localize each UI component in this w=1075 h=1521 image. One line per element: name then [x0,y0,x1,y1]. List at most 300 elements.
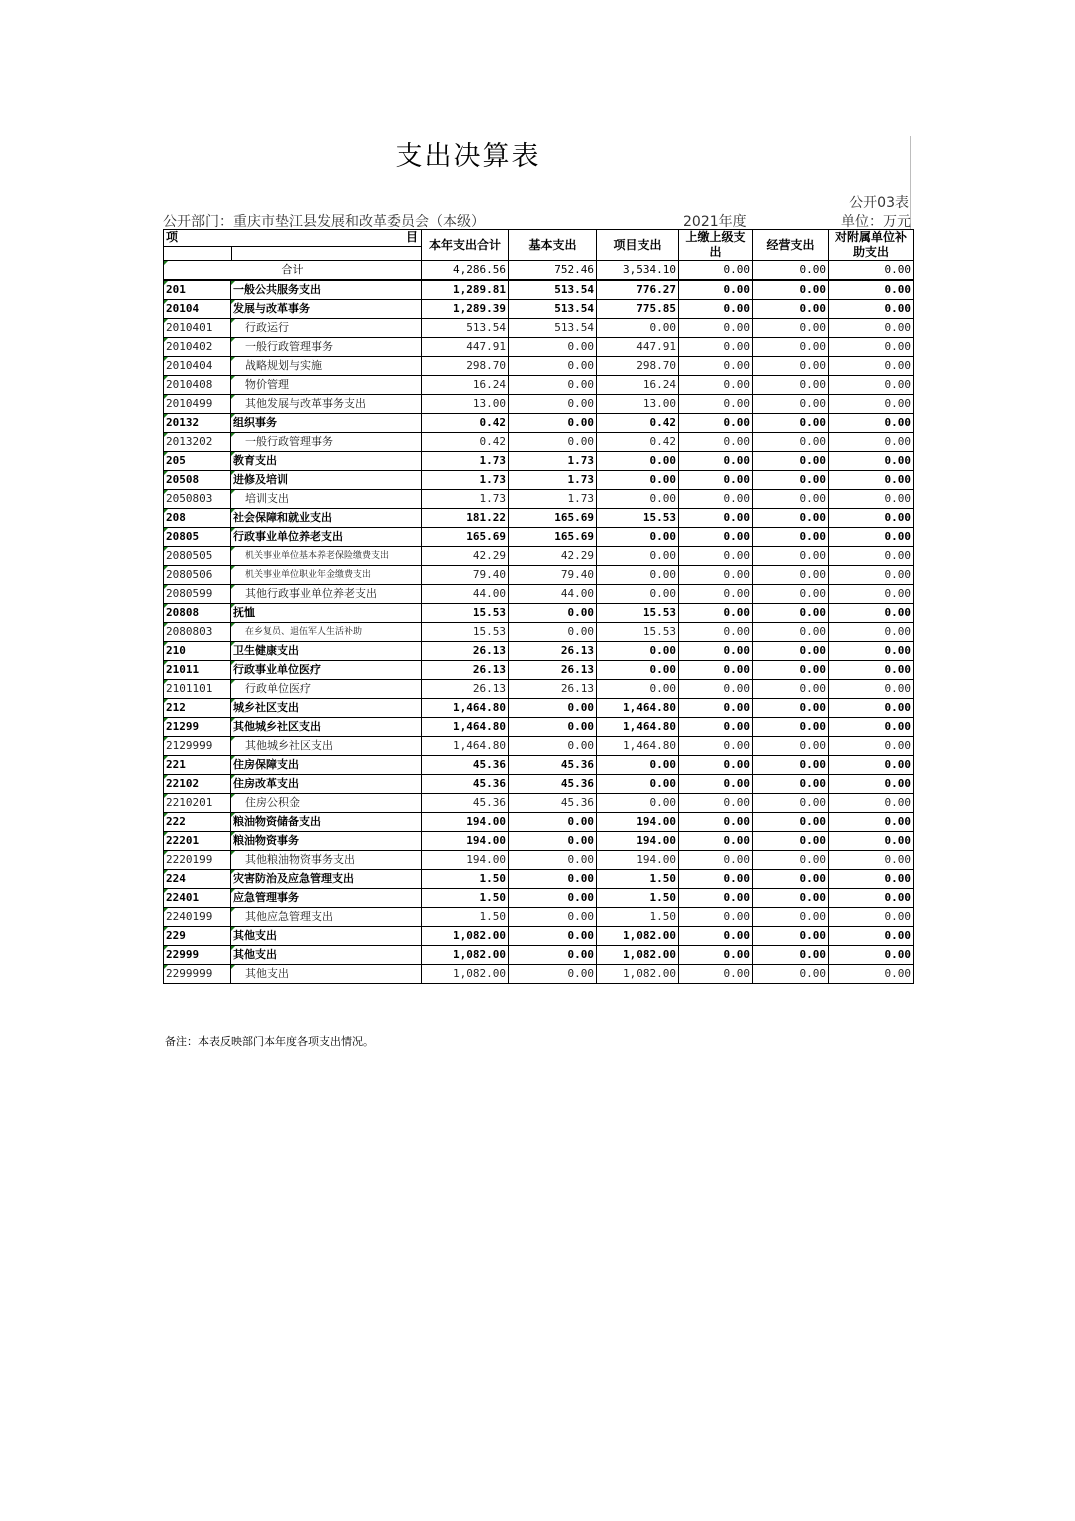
row-value: 1,082.00 [422,965,509,984]
row-value: 0.00 [679,661,753,680]
row-value: 0.00 [679,395,753,414]
table-row [164,889,914,908]
row-code: 2129999 [164,737,231,756]
row-value: 0.00 [597,794,679,813]
table-row [164,509,914,528]
row-value: 0.00 [753,604,829,623]
row-value: 0.00 [509,623,597,642]
row-value: 0.00 [509,699,597,718]
row-value: 0.00 [597,319,679,338]
row-value: 0.00 [753,775,829,794]
row-value: 42.29 [509,547,597,566]
row-value: 0.00 [753,851,829,870]
row-name: 城乡社区支出 [231,699,422,718]
row-value: 0.00 [679,642,753,661]
row-value: 1,464.80 [422,718,509,737]
row-value: 0.00 [679,547,753,566]
row-value: 0.00 [509,813,597,832]
corner-right-label: 目 [405,230,418,244]
row-name: 卫生健康支出 [231,642,422,661]
row-value: 0.00 [829,623,914,642]
row-value: 0.00 [829,965,914,984]
row-name: 战略规划与实施 [231,357,422,376]
table-row [164,300,914,319]
row-value: 447.91 [422,338,509,357]
row-name: 灾害防治及应急管理支出 [231,870,422,889]
table-row [164,395,914,414]
row-code: 2220199 [164,851,231,870]
row-value: 0.42 [422,433,509,452]
row-value: 1.50 [597,870,679,889]
row-value: 1.50 [422,889,509,908]
row-value: 0.00 [679,490,753,509]
row-name: 培训支出 [231,490,422,509]
row-code: 20805 [164,528,231,547]
row-value: 1.73 [509,490,597,509]
row-value: 0.00 [509,889,597,908]
row-value: 1,082.00 [422,946,509,965]
row-value: 0.00 [679,566,753,585]
row-value: 0.00 [509,870,597,889]
row-value: 0.00 [509,737,597,756]
row-value: 0.00 [753,889,829,908]
row-code: 20132 [164,414,231,433]
currency-unit: 单位：万元 [841,214,911,230]
column-header-project: 项目支出 [597,230,679,261]
row-name: 社会保障和就业支出 [231,509,422,528]
row-value: 0.00 [829,357,914,376]
row-value: 0.00 [829,775,914,794]
table-row [164,433,914,452]
row-value: 0.00 [829,395,914,414]
row-value: 0.00 [679,889,753,908]
row-value: 0.00 [753,509,829,528]
row-value: 0.00 [829,338,914,357]
total-row [164,261,914,281]
row-value: 1,289.81 [422,280,509,300]
row-value: 0.00 [509,946,597,965]
row-value: 0.00 [753,813,829,832]
row-value: 0.00 [753,471,829,490]
row-value: 0.00 [679,604,753,623]
row-value: 0.00 [753,642,829,661]
row-value: 26.13 [509,661,597,680]
row-value: 26.13 [422,642,509,661]
row-value: 0.00 [597,661,679,680]
row-value: 0.00 [829,300,914,319]
expenditure-table [163,229,914,984]
row-code: 2080803 [164,623,231,642]
row-value: 1.73 [422,471,509,490]
row-value: 0.00 [753,319,829,338]
row-value: 0.00 [679,376,753,395]
table-row [164,528,914,547]
row-name: 住房公积金 [231,794,422,813]
row-value: 194.00 [597,851,679,870]
row-value: 0.42 [597,433,679,452]
column-header-basic: 基本支出 [509,230,597,261]
row-value: 0.00 [753,547,829,566]
row-code: 201 [164,280,231,300]
row-value: 298.70 [422,357,509,376]
row-code: 224 [164,870,231,889]
total-value: 0.00 [753,261,829,281]
row-name: 其他支出 [231,965,422,984]
row-value: 0.00 [753,566,829,585]
row-value: 0.00 [753,908,829,927]
row-value: 0.00 [753,965,829,984]
page-title: 支出决算表 [395,141,541,172]
row-value: 0.00 [509,395,597,414]
row-value: 0.00 [753,737,829,756]
name-column-header [231,246,422,261]
table-row [164,756,914,775]
row-value: 0.00 [753,832,829,851]
table-row [164,946,914,965]
row-value: 0.00 [753,756,829,775]
row-value: 0.00 [597,566,679,585]
row-name: 进修及培训 [231,471,422,490]
row-value: 0.42 [597,414,679,433]
row-value: 26.13 [509,642,597,661]
row-value: 0.00 [509,832,597,851]
row-code: 2240199 [164,908,231,927]
row-code: 20808 [164,604,231,623]
row-value: 13.00 [422,395,509,414]
total-label: 合计 [164,261,422,281]
column-header-operating: 经营支出 [753,230,829,261]
table-row [164,813,914,832]
row-value: 0.00 [597,642,679,661]
row-value: 1.50 [422,870,509,889]
row-value: 13.00 [597,395,679,414]
row-code: 22201 [164,832,231,851]
row-value: 0.00 [753,623,829,642]
row-value: 1,464.80 [597,737,679,756]
row-name: 组织事务 [231,414,422,433]
row-value: 0.00 [829,280,914,300]
row-value: 0.00 [829,870,914,889]
row-value: 298.70 [597,357,679,376]
row-value: 0.00 [829,471,914,490]
row-value: 0.00 [753,794,829,813]
row-value: 0.00 [597,490,679,509]
row-value: 0.00 [597,756,679,775]
row-code: 20508 [164,471,231,490]
row-value: 0.00 [753,927,829,946]
row-value: 0.00 [679,509,753,528]
row-value: 0.00 [679,452,753,471]
row-name: 一般公共服务支出 [231,280,422,300]
row-value: 0.00 [679,623,753,642]
row-value: 0.00 [679,680,753,699]
row-value: 1,464.80 [422,699,509,718]
row-value: 1,082.00 [597,927,679,946]
column-header-remit: 上缴上级支出 [679,230,753,261]
row-name: 在乡复员、退伍军人生活补助 [231,623,422,642]
row-value: 0.00 [679,927,753,946]
row-value: 0.00 [679,718,753,737]
row-value: 0.00 [829,376,914,395]
row-value: 0.00 [679,414,753,433]
row-code: 222 [164,813,231,832]
row-value: 0.00 [679,775,753,794]
table-row [164,832,914,851]
row-value: 0.00 [509,851,597,870]
row-value: 0.00 [509,414,597,433]
row-value: 0.00 [679,870,753,889]
table-row [164,661,914,680]
form-number: 公开03表 [849,195,909,211]
row-value: 0.00 [829,756,914,775]
row-value: 0.00 [753,661,829,680]
row-value: 0.00 [753,433,829,452]
row-value: 0.42 [422,414,509,433]
row-value: 1.73 [422,452,509,471]
row-value: 0.00 [829,642,914,661]
row-value: 1,082.00 [597,946,679,965]
table-row [164,870,914,889]
row-name: 抚恤 [231,604,422,623]
row-value: 0.00 [509,604,597,623]
row-value: 0.00 [753,414,829,433]
row-value: 0.00 [753,395,829,414]
row-value: 0.00 [829,832,914,851]
row-name: 其他城乡社区支出 [231,718,422,737]
row-code: 208 [164,509,231,528]
row-value: 0.00 [597,547,679,566]
table-row [164,319,914,338]
row-value: 1,464.80 [597,718,679,737]
row-value: 0.00 [679,357,753,376]
table-row [164,585,914,604]
row-value: 0.00 [829,585,914,604]
row-value: 0.00 [753,699,829,718]
row-code: 2080505 [164,547,231,566]
row-value: 1,082.00 [597,965,679,984]
row-value: 0.00 [829,946,914,965]
row-value: 0.00 [829,452,914,471]
row-value: 0.00 [829,813,914,832]
row-name: 住房改革支出 [231,775,422,794]
row-name: 行政运行 [231,319,422,338]
row-value: 0.00 [509,376,597,395]
row-value: 0.00 [509,718,597,737]
row-value: 0.00 [829,889,914,908]
row-value: 1,464.80 [597,699,679,718]
row-value: 194.00 [422,851,509,870]
row-value: 0.00 [509,927,597,946]
table-row [164,680,914,699]
row-value: 16.24 [422,376,509,395]
department-label: 公开部门：重庆市垫江县发展和改革委员会（本级） [163,214,485,230]
table-row [164,490,914,509]
row-value: 194.00 [597,813,679,832]
row-name: 其他支出 [231,946,422,965]
row-value: 0.00 [829,566,914,585]
row-code: 22999 [164,946,231,965]
row-code: 2210201 [164,794,231,813]
row-value: 0.00 [679,319,753,338]
row-name: 行政事业单位医疗 [231,661,422,680]
row-value: 45.36 [509,756,597,775]
row-value: 79.40 [422,566,509,585]
row-value: 45.36 [422,775,509,794]
row-value: 0.00 [829,414,914,433]
row-value: 0.00 [509,433,597,452]
table-row [164,794,914,813]
row-value: 0.00 [753,946,829,965]
row-value: 513.54 [509,319,597,338]
row-code: 2010401 [164,319,231,338]
row-value: 0.00 [509,338,597,357]
row-code: 2010404 [164,357,231,376]
table-row [164,699,914,718]
row-value: 0.00 [679,965,753,984]
row-name: 一般行政管理事务 [231,433,422,452]
row-value: 0.00 [679,946,753,965]
row-value: 45.36 [422,794,509,813]
row-name: 其他应急管理支出 [231,908,422,927]
row-value: 0.00 [829,604,914,623]
row-value: 0.00 [829,547,914,566]
row-name: 物价管理 [231,376,422,395]
table-row [164,452,914,471]
table-row [164,718,914,737]
row-value: 1,464.80 [422,737,509,756]
row-value: 0.00 [679,908,753,927]
row-value: 0.00 [829,490,914,509]
row-value: 447.91 [597,338,679,357]
total-value: 752.46 [509,261,597,281]
row-value: 0.00 [509,965,597,984]
row-name: 行政事业单位养老支出 [231,528,422,547]
row-name: 其他粮油物资事务支出 [231,851,422,870]
row-value: 0.00 [829,718,914,737]
row-value: 0.00 [679,813,753,832]
row-value: 0.00 [829,927,914,946]
table-row [164,908,914,927]
row-value: 0.00 [753,376,829,395]
table-row [164,604,914,623]
table-row [164,642,914,661]
row-value: 513.54 [509,280,597,300]
row-value: 165.69 [422,528,509,547]
row-value: 45.36 [422,756,509,775]
row-value: 0.00 [753,718,829,737]
row-code: 221 [164,756,231,775]
row-value: 165.69 [509,528,597,547]
row-name: 机关事业单位基本养老保险缴费支出 [231,547,422,566]
row-value: 0.00 [679,528,753,547]
row-value: 0.00 [679,471,753,490]
row-value: 1.73 [422,490,509,509]
table-row [164,376,914,395]
table-row [164,338,914,357]
row-code: 2010499 [164,395,231,414]
row-name: 粮油物资事务 [231,832,422,851]
table-row [164,851,914,870]
row-value: 0.00 [597,471,679,490]
row-value: 15.53 [597,604,679,623]
row-code: 205 [164,452,231,471]
row-value: 0.00 [829,319,914,338]
row-value: 26.13 [422,680,509,699]
row-value: 0.00 [753,280,829,300]
row-value: 0.00 [829,509,914,528]
table-row [164,414,914,433]
fiscal-year: 2021年度 [683,214,747,230]
row-value: 26.13 [509,680,597,699]
row-name: 住房保障支出 [231,756,422,775]
row-value: 79.40 [509,566,597,585]
row-value: 0.00 [829,851,914,870]
row-value: 1.50 [422,908,509,927]
row-code: 22401 [164,889,231,908]
row-name: 一般行政管理事务 [231,338,422,357]
corner-left-label: 项 [166,230,179,244]
table-row [164,737,914,756]
column-header-subsidy: 对附属单位补助支出 [829,230,914,261]
row-value: 26.13 [422,661,509,680]
row-name: 其他发展与改革事务支出 [231,395,422,414]
total-value: 4,286.56 [422,261,509,281]
row-code: 229 [164,927,231,946]
row-value: 0.00 [679,585,753,604]
row-value: 1,289.39 [422,300,509,319]
row-value: 0.00 [753,338,829,357]
row-value: 194.00 [422,832,509,851]
row-name: 发展与改革事务 [231,300,422,319]
row-value: 0.00 [679,794,753,813]
row-value: 0.00 [753,452,829,471]
row-value: 16.24 [597,376,679,395]
header-row [164,230,914,261]
row-value: 0.00 [679,433,753,452]
row-value: 1.50 [597,908,679,927]
row-code: 2013202 [164,433,231,452]
row-value: 0.00 [597,452,679,471]
row-code: 210 [164,642,231,661]
row-value: 0.00 [753,870,829,889]
row-value: 44.00 [509,585,597,604]
row-value: 1.73 [509,471,597,490]
row-value: 0.00 [829,699,914,718]
row-value: 0.00 [829,528,914,547]
row-value: 0.00 [509,357,597,376]
table-row [164,623,914,642]
row-name: 粮油物资储备支出 [231,813,422,832]
row-code: 2010402 [164,338,231,357]
total-value: 0.00 [679,261,753,281]
table-row [164,927,914,946]
row-value: 0.00 [679,699,753,718]
row-value: 0.00 [597,775,679,794]
row-value: 0.00 [679,338,753,357]
row-value: 194.00 [422,813,509,832]
row-value: 513.54 [422,319,509,338]
row-value: 776.27 [597,280,679,300]
row-value: 181.22 [422,509,509,528]
row-value: 0.00 [679,280,753,300]
row-value: 0.00 [829,680,914,699]
row-value: 0.00 [679,851,753,870]
row-name: 应急管理事务 [231,889,422,908]
total-value: 0.00 [829,261,914,281]
row-code: 212 [164,699,231,718]
row-value: 15.53 [422,623,509,642]
footnote: 备注：本表反映部门本年度各项支出情况。 [165,1035,374,1048]
